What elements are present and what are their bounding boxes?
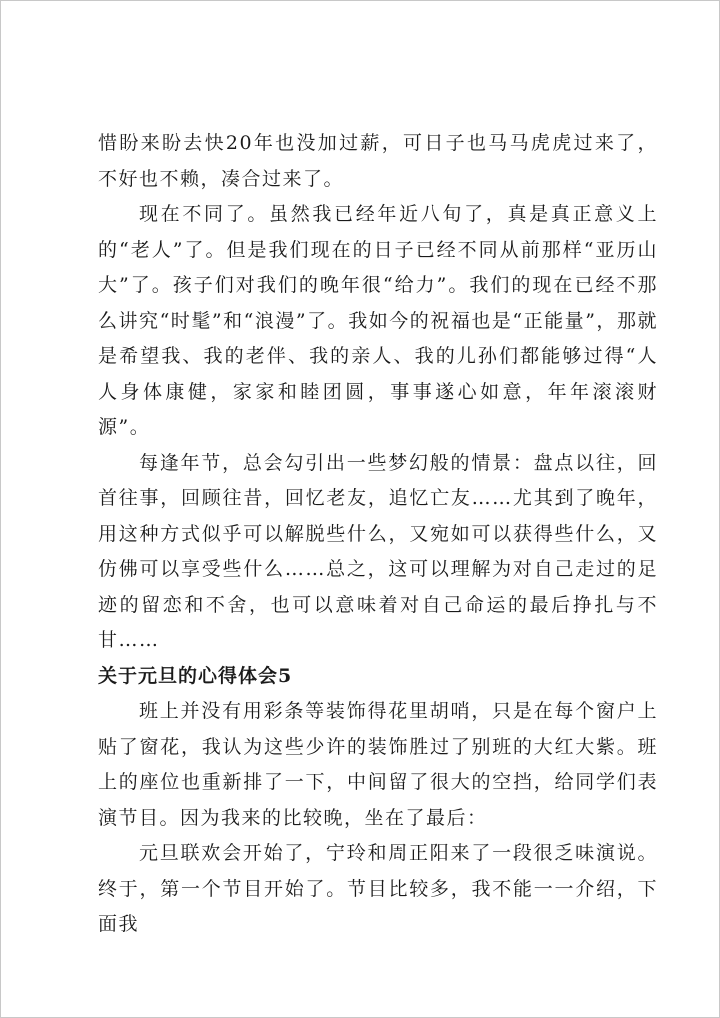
paragraph-2: 现在不同了。虽然我已经年近八旬了，真是真正意义上的“老人”了。但是我们现在的日子已经不同从前那样“亚历山大”了。孩子们对我们的晚年很“给力”。我们的现在已经不那么讲究“时髦”和“浪漫”了。我如今的祝福也是“正能量”，那就是希望我、我的老伴、我的亲人、我的儿孙们都能够过得“人人身体康健，家家和睦团圆，事事遂心如意，年年滚滚财源”。 [98,203,658,438]
paragraph-4: 班上并没有用彩条等装饰得花里胡哨，只是在每个窗户上贴了窗花，我认为这些少许的装饰胜过了别班的大红大紫。班上的座位也重新排了一下，中间留了很大的空挡，给同学们表演节目。因为我来的比较晚，坐在了最后： [98,700,658,829]
paragraph-1: 惜盼来盼去快20年也没加过薪，可日子也马马虎虎过来了，不好也不赖，凑合过来了。 [98,132,658,190]
section-heading: 关于元旦的心得体会5 [98,664,293,687]
paragraph-3: 每逢年节，总会勾引出一些梦幻般的情景：盘点以往，回首往事，回顾往昔，回忆老友，追忆亡友……尤其到了晚年，用这种方式似乎可以解脱些什么，又宛如可以获得些什么，又仿佛可以享受些什么……总之，这可以理解为对自己走过的足迹的留恋和不舍，也可以意味着对自己命运的最后挣扎与不甘…… [98,451,658,651]
document-body [98,126,658,943]
paragraph-5: 元旦联欢会开始了，宁玲和周正阳来了一段很乏味演说。终于，第一个节目开始了。节目比较多，我不能一一介绍，下面我 [98,842,658,935]
